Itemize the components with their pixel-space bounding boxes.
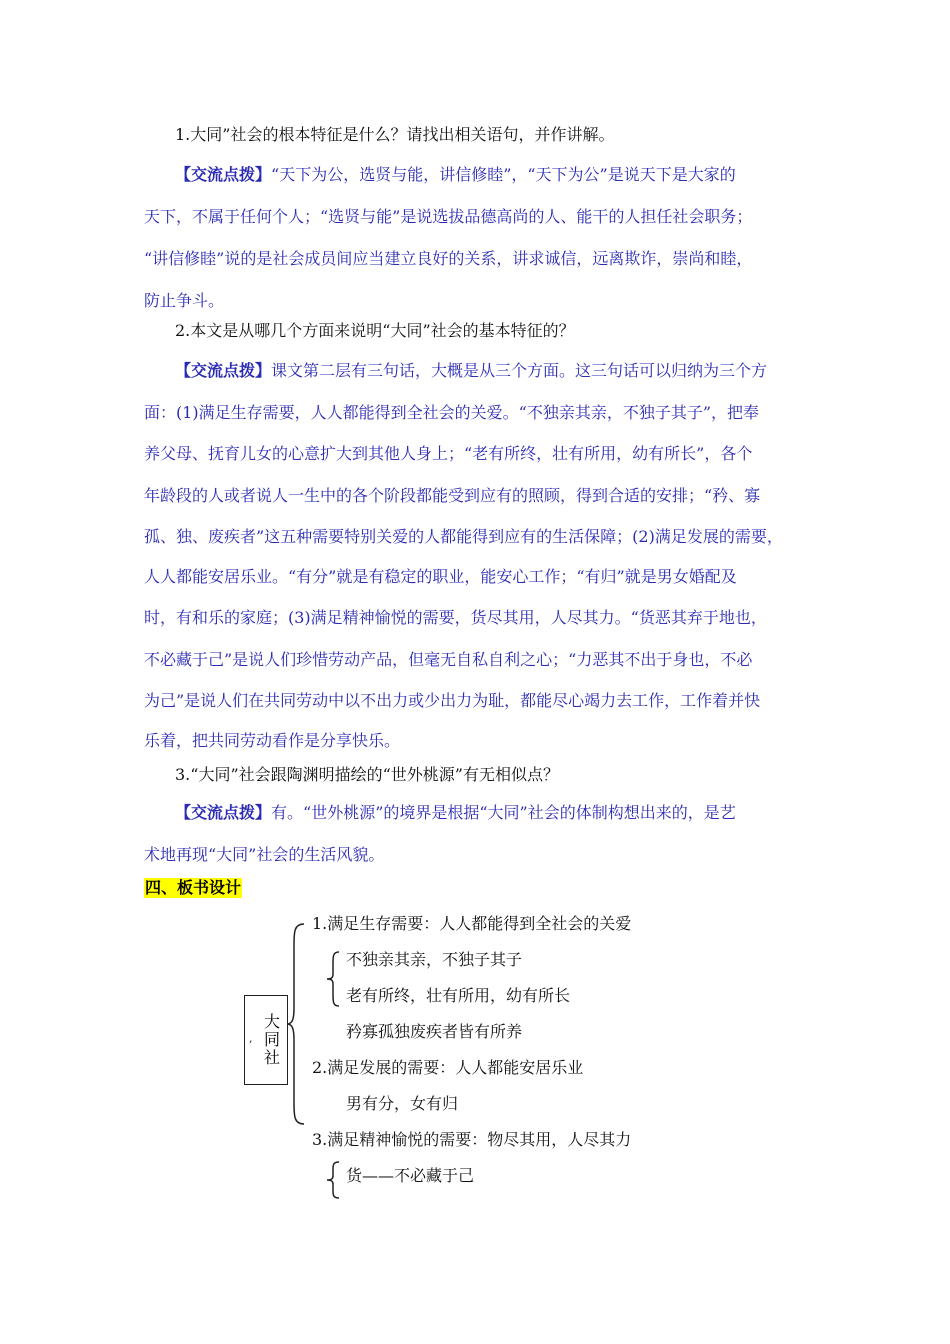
- answer-2-line-6: 人人都能安居乐业。“有分”就是有稳定的职业，能安心工作；“有归”就是男女婚配及: [144, 567, 737, 586]
- board-design-heading: 四、板书设计: [145, 878, 242, 897]
- stray-mark: ,: [249, 1032, 253, 1045]
- answer-2-text: 课文第二层有三句话，大概是从三个方面。这三句话可以归纳为三个方: [271, 361, 768, 380]
- question-2: 2.本文是从哪几个方面来说明“大同”社会的基本特征的？: [175, 321, 575, 340]
- answer-2-line-1: [175, 361, 767, 381]
- board-item-2a: 男有分，女有归: [346, 1094, 459, 1113]
- answer-1-line-3: “讲信修睦”说的是社会成员间应当建立良好的关系，讲求诚信，远离欺诈，崇尚和睦，: [144, 249, 753, 268]
- answer-1-line-4: 防止争斗。: [144, 291, 225, 310]
- answer-2-line-2: 面：(1)满足生存需要，人人都能得到全社会的关爱。“不独亲其亲，不独子其子”，把奉: [144, 403, 760, 422]
- small-brace-icon: [326, 1160, 340, 1200]
- question-1: 1.大同”社会的根本特征是什么？请找出相关语句，并作讲解。: [175, 125, 615, 144]
- board-item-3: 3.满足精神愉悦的需要：物尽其用，人尽其力: [312, 1130, 632, 1149]
- answer-2-line-10: 乐着，把共同劳动看作是分享快乐。: [144, 731, 401, 750]
- answer-1-text: “天下为公，选贤与能，讲信修睦”，“天下为公”是说天下是大家的: [271, 165, 736, 184]
- answer-1-line-2: 天下，不属于任何个人；“选贤与能”是说选拔品德高尚的人、能干的人担任社会职务；: [144, 207, 753, 226]
- answer-3-line-1: [175, 803, 736, 823]
- board-item-2: 2.满足发展的需要：人人都能安居乐业: [312, 1058, 584, 1077]
- board-title-char-3: 社: [264, 1048, 281, 1067]
- board-item-3a: 货——不必藏于己: [346, 1166, 475, 1185]
- answer-3-text: 有。“世外桃源”的境界是根据“大同”社会的体制构想出来的，是艺: [271, 803, 736, 822]
- question-3: 3.“大同”社会跟陶渊明描绘的“世外桃源”有无相似点？: [175, 765, 559, 784]
- board-item-1c: 矜寡孤独废疾者皆有所养: [346, 1022, 523, 1041]
- answer-2-line-5: 孤、独、废疾者”这五种需要特别关爱的人都能得到应有的生活保障；(2)满足发展的需要，: [144, 527, 783, 546]
- board-title-box: [244, 995, 288, 1085]
- answer-tag: 【交流点拨】: [175, 165, 272, 184]
- large-brace-icon: [286, 922, 306, 1126]
- answer-tag: 【交流点拨】: [175, 803, 272, 822]
- answer-2-line-8: 不必藏于己”是说人们珍惜劳动产品，但毫无自私自利之心；“力恶其不出于身也，不必: [144, 650, 753, 669]
- answer-tag: 【交流点拨】: [175, 361, 272, 380]
- board-title-char-1: 大: [264, 1012, 281, 1031]
- board-item-1b: 老有所终，壮有所用，幼有所长: [346, 986, 571, 1005]
- answer-2-line-4: 年龄段的人或者说人一生中的各个阶段都能受到应有的照顾，得到合适的安排；“矜、寡: [144, 486, 761, 505]
- board-item-1a: 不独亲其亲，不独子其子: [346, 950, 523, 969]
- answer-2-line-7: 时，有和乐的家庭；(3)满足精神愉悦的需要，货尽其用，人尽其力。“货恶其弃于地也，: [144, 608, 767, 627]
- answer-2-line-3: 养父母、抚育儿女的心意扩大到其他人身上；“老有所终，壮有所用，幼有所长”，各个: [144, 444, 753, 463]
- board-title-char-2: 同: [264, 1030, 281, 1049]
- small-brace-icon: [326, 950, 340, 1008]
- answer-2-line-9: 为己”是说人们在共同劳动中以不出力或少出力为耻，都能尽心竭力去工作，工作着并快: [144, 691, 761, 710]
- board-item-1: 1.满足生存需要：人人都能得到全社会的关爱: [312, 914, 632, 933]
- answer-3-line-2: 术地再现“大同”社会的生活风貌。: [144, 845, 385, 864]
- answer-1-line-1: [175, 165, 736, 185]
